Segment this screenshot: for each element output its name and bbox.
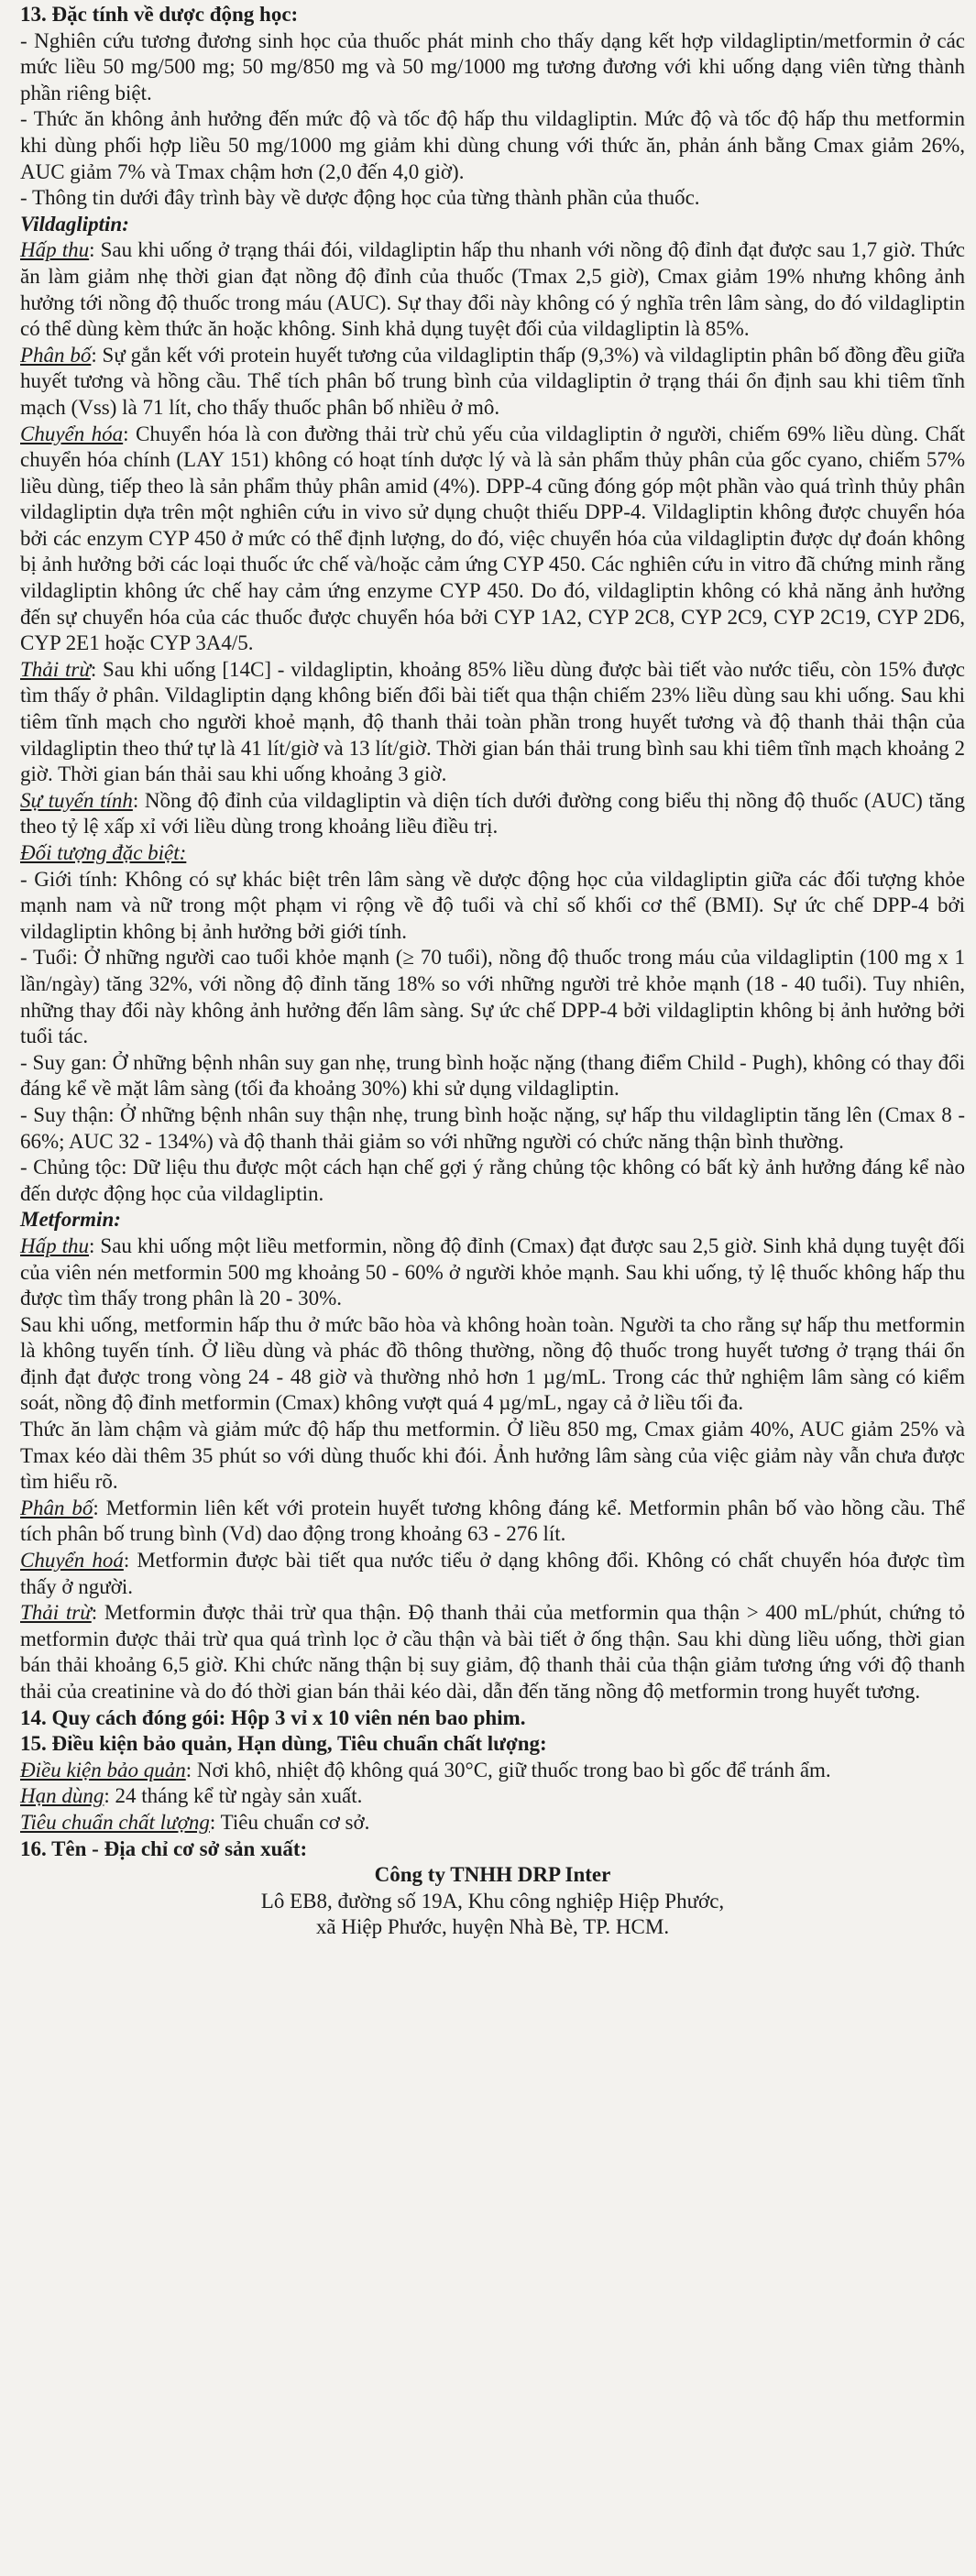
metformin-heading: Metformin: (20, 1208, 121, 1232)
food-effect-paragraph: - Thức ăn không ảnh hưởng đến mức độ và tốc độ hấp thu vildagliptin. Mức độ và tốc độ hấp thu metformin khi dùng phối hợp liều 50 mg/1000 mg giảm khi dùng chung với thức ăn, phản ánh bằng Cmax giảm 26%, AUC giảm 7% và Tmax chậm hơn (2,0 đến 4,0 giờ). (20, 107, 965, 183)
absorption-text: : Sau khi uống ở trạng thái đói, vildagliptin hấp thu nhanh với nồng độ đỉnh đạt được sau 1,7 giờ. Thức ăn làm giảm nhẹ thời gian đạt nồng độ đỉnh của thuốc (Tmax 2,5 giờ), Cmax giảm 19% nhưng không ảnh hưởng tới nồng độ thuốc trong máu (AUC). Sự thay đổi này không có ý nghĩa trên lâm sàng, do đó vildagliptin có thể dùng kèm thức ăn hoặc không. Sinh khả dụng tuyệt đối của vildagliptin là 85%. (20, 238, 965, 341)
manufacturer-address-line-1: Lô EB8, đường số 19A, Khu công nghiệp Hiệp Phước, (260, 1889, 725, 1913)
sex-paragraph: - Giới tính: Không có sự khác biệt trên lâm sàng về dược động học của vildagliptin giữa các đối tượng khỏe mạnh nam và nữ trong một phạm vi rộng về độ tuổi và chỉ số khối cơ thể (BMI). Sự ức chế DPP-4 bởi vildagliptin không bị ảnh hưởng bởi giới tính. (20, 867, 965, 943)
absorption-text: : Sau khi uống một liều metformin, nồng độ đỉnh (Cmax) đạt được sau 2,5 giờ. Sinh khả dụng tuyệt đối của viên nén metformin 500 mg khoảng 50 - 60% ở người khỏe mạnh. Sau khi uống, tỷ lệ thuốc không hấp thu được tìm thấy trong phân là 20 - 30%. (20, 1233, 966, 1310)
hepatic-impairment-paragraph: - Suy gan: Ở những bệnh nhân suy gan nhẹ, trung bình hoặc nặng (thang điểm Child - Pugh), không có thay đổi đáng kể về mặt lâm sàng (tối đa khoảng 30%) khi sử dụng vildagliptin. (20, 1050, 965, 1101)
renal-impairment-paragraph: - Suy thận: Ở những bệnh nhân suy thận nhẹ, trung bình hoặc nặng, sự hấp thu vildagliptin tăng lên (Cmax 8 - 66%; AUC 32 - 134%) và độ thanh thải giảm so với những người có chức năng thận bình thường. (20, 1102, 965, 1153)
storage-term: Điều kiện bảo quản (20, 1758, 186, 1781)
manufacturer-address-line-2: xã Hiệp Phước, huyện Nhà Bè, TP. HCM. (315, 1915, 670, 1939)
distribution-term: Phân bố (20, 1496, 93, 1519)
quality-standard-paragraph (20, 1810, 965, 1836)
section-13-heading: 13. Đặc tính về dược động học: (20, 3, 299, 26)
quality-standard-term: Tiêu chuẩn chất lượng (20, 1810, 210, 1834)
metformin-distribution-paragraph (20, 1496, 965, 1548)
linearity-term: Sự tuyến tính (20, 788, 133, 812)
linearity-text: : Nồng độ đỉnh của vildagliptin và diện tích dưới đường cong biểu thị nồng độ thuốc (AUC) tăng theo tỷ lệ xấp xỉ với liều dùng trong khoảng liều điều trị. (20, 788, 965, 839)
manufacturer-name: Công ty TNHH DRP Inter (374, 1863, 611, 1887)
vildagliptin-distribution-paragraph (20, 343, 965, 422)
race-paragraph: - Chủng tộc: Dữ liệu thu được một cách hạn chế gợi ý rằng chủng tộc không có bất kỳ ảnh hưởng đáng kể nào đến dược động học của vildagliptin. (20, 1156, 965, 1205)
metabolism-text: : Metformin được bài tiết qua nước tiểu ở dạng không đổi. Không có chất chuyển hóa được tìm thấy ở người. (20, 1549, 965, 1598)
elimination-term: Thải trừ (20, 1601, 92, 1625)
storage-paragraph (20, 1758, 965, 1784)
elimination-term: Thải trừ (20, 657, 91, 681)
distribution-text: : Sự gắn kết với protein huyết tương của vildagliptin thấp (9,3%) và vildagliptin phân bố đồng đều giữa huyết tương và hồng cầu. Thể tích phân bố trung bình của vildagliptin ở trạng thái ổn định sau khi tiêm tĩnh mạch (Vss) là 71 lít, cho thấy thuốc phân bố nhiều ở mô. (20, 343, 965, 419)
age-paragraph: - Tuổi: Ở những người cao tuổi khỏe mạnh (≥ 70 tuổi), nồng độ thuốc trong máu của vildagliptin (100 mg x 1 lần/ngày) tăng 32%, với nồng độ đỉnh tăng 18% so với những người trẻ khỏe mạnh (18 - 40 tuổi). Tuy nhiên, những thay đổi này không ảnh hưởng đến lâm sàng. Sự ức chế DPP-4 bởi vildagliptin không bị ảnh hưởng bởi tuổi tác. (20, 946, 965, 1048)
elimination-text: : Sau khi uống [14C] - vildagliptin, khoảng 85% liều dùng được bài tiết vào nước tiểu, còn 15% được tìm thấy ở phân. Vildagliptin dạng không biến đổi bài tiết qua thận chiếm 23% liều dùng sau khi uống. Sau khi tiêm tĩnh mạch cho người khoẻ mạnh, độ thanh thải toàn phần trong huyết tương và độ thanh thải thận của vildagliptin theo thứ tự là 41 lít/giờ và 13 lít/giờ. Thời gian bán thải trung bình sau khi tiêm tĩnh mạch khoảng 2 giờ. Thời gian bán thải sau khi uống khoảng 3 giờ. (20, 657, 965, 786)
vildagliptin-metabolism-paragraph (20, 422, 965, 657)
shelf-life-text: : 24 tháng kể từ ngày sản xuất. (104, 1784, 363, 1808)
metabolism-term: Chuyển hoá (20, 1549, 124, 1573)
section-16-heading: 16. Tên - Địa chỉ cơ sở sản xuất: (20, 1836, 308, 1860)
storage-text: : Nơi khô, nhiệt độ không quá 30°C, giữ thuốc trong bao bì gốc để tránh ẩm. (185, 1758, 831, 1781)
absorption-term: Hấp thu (20, 1233, 90, 1257)
metformin-metabolism-paragraph (20, 1548, 965, 1600)
elimination-text: : Metformin được thải trừ qua thận. Độ thanh thải của metformin qua thận > 400 mL/phút, chứng tỏ metformin được thải trừ qua quá trình lọc ở cầu thận và bài tiết ở ống thận. Sau khi dùng liều uống, thời gian bán thải khoảng 6,5 giờ. Khi chức năng thận bị suy giảm, độ thanh thải của thận giảm tương ứng với độ thanh thải của creatinine và do đó thời gian bán thải kéo dài, dẫn đến tăng nồng độ metformin trong huyết tương. (20, 1601, 965, 1703)
distribution-text: : Metformin liên kết với protein huyết tương không đáng kể. Metformin phân bố vào hồng cầu. Thể tích phân bố trung bình (Vd) dao động trong khoảng 63 - 276 lít. (20, 1496, 965, 1546)
metformin-absorption-paragraph-3: Thức ăn làm chậm và giảm mức độ hấp thu metformin. Ở liều 850 mg, Cmax giảm 40%, AUC giảm 25% và Tmax kéo dài thêm 35 phút so với dùng thuốc khi đói. Ảnh hưởng lâm sàng của việc giảm này vẫn chưa được tìm hiểu rõ. (20, 1418, 965, 1494)
shelf-life-paragraph (20, 1783, 965, 1810)
distribution-term: Phân bố (20, 343, 92, 367)
section-14-heading: 14. Quy cách đóng gói: Hộp 3 vỉ x 10 viên nén bao phim. (20, 1705, 526, 1729)
vildagliptin-absorption-paragraph (20, 237, 965, 342)
metabolism-text: : Chuyển hóa là con đường thải trừ chủ yếu của vildagliptin ở người, chiếm 69% liều dùng. Chất chuyển hóa chính (LAY 151) không có hoạt tính dược lý và là sản phẩm thủy phân của gốc cyano, chiếm 57% liều dùng, tiếp theo là sản phẩm thủy phân amid (4%). DPP-4 cũng đóng góp một phần vào quá trình thủy phân vildagliptin dựa trên một nghiên cứu in vivo sử dụng chuột thiếu DPP-4. Vildagliptin không được chuyển hóa bởi các enzym CYP 450 ở mức có thể định lượng, do đó, việc chuyển hóa của vildagliptin được dự đoán không bị ảnh hưởng bởi các loại thuốc ức chế và/hoặc cảm ứng CYP 450. Các nghiên cứu in vitro đã chứng minh rằng vildagliptin không ức chế hay cảm ứng enzyme CYP 450. Do đó, vildagliptin không có khả năng ảnh hưởng đến sự chuyển hóa của các thuốc được chuyển hóa bởi CYP 1A2, CYP 2C8, CYP 2C9, CYP 2C19, CYP 2D6, CYP 2E1 hoặc CYP 3A4/5. (20, 422, 965, 655)
special-populations-heading: Đối tượng đặc biệt: (20, 841, 187, 864)
metformin-absorption-paragraph (20, 1233, 965, 1312)
absorption-term: Hấp thu (20, 238, 90, 262)
bioequivalence-paragraph: - Nghiên cứu tương đương sinh học của thuốc phát minh cho thấy dạng kết hợp vildagliptin/metformin ở các mức liều 50 mg/500 mg; 50 mg/850 mg và 50 mg/1000 mg tương đương với khi uống dạng viên từng thành phần riêng biệt. (20, 28, 965, 104)
vildagliptin-elimination-paragraph (20, 657, 965, 788)
shelf-life-term: Hạn dùng (20, 1784, 104, 1808)
section-15-heading: 15. Điều kiện bảo quản, Hạn dùng, Tiêu chuẩn chất lượng: (20, 1732, 547, 1756)
vildagliptin-heading: Vildagliptin: (20, 212, 129, 236)
components-note-paragraph: - Thông tin dưới đây trình bày về dược động học của từng thành phần của thuốc. (20, 186, 700, 210)
metformin-absorption-paragraph-2: Sau khi uống, metformin hấp thu ở mức bão hòa và không hoàn toàn. Người ta cho rằng sự hấp thu metformin là không tuyến tính. Ở liều dùng và phác đồ thông thường, nồng độ thuốc trong huyết tương ở trạng thái ổn định đạt được trong vòng 24 - 48 giờ và thường nhỏ hơn 1 µg/mL. Trong các thử nghiệm lâm sàng có kiểm soát, nồng độ đỉnh metformin (Cmax) không vượt quá 4 µg/mL, ngay cả ở liều tối đa. (20, 1312, 965, 1415)
metabolism-term: Chuyển hóa (20, 422, 124, 445)
metformin-elimination-paragraph (20, 1600, 965, 1705)
quality-standard-text: : Tiêu chuẩn cơ sở. (209, 1810, 370, 1834)
vildagliptin-linearity-paragraph (20, 788, 965, 840)
